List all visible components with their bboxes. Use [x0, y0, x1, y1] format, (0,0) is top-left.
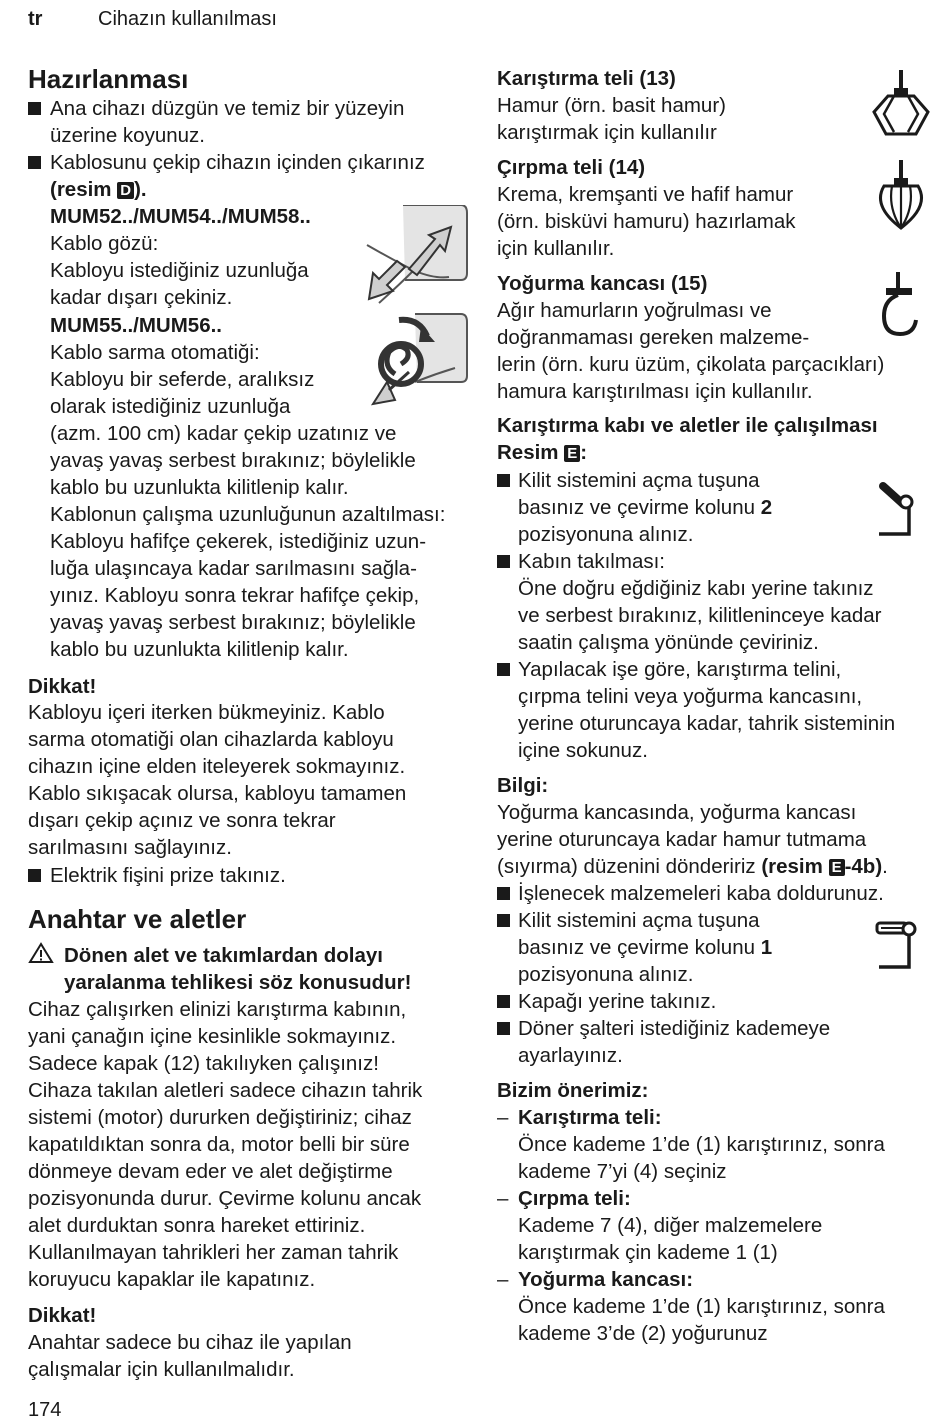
tool-14-title: Çırpma teli (14)	[497, 156, 646, 179]
model-group-2-line: (azm. 100 cm) kadar çekip uzatınız ve	[50, 422, 397, 445]
caution-title: Dikkat!	[28, 1304, 97, 1327]
figure-letter-box: D	[117, 182, 134, 199]
work-step-3-line: Yapılacak işe göre, karıştırma telini,	[518, 658, 842, 681]
prep-item-1-line-2: üzerine koyunuz.	[50, 124, 205, 147]
tool-15-line: hamura karıştırılması için kullanılır.	[497, 380, 813, 403]
model-group-2-line: yavaş yavaş serbest bırakınız; böylelikle	[50, 449, 416, 472]
recommendation-item-title: Karıştırma teli:	[518, 1106, 662, 1129]
warning-line: Dönen alet ve takımlardan dolayı	[64, 944, 383, 967]
work-step-3-line: yerine oturuncaya kadar, tahrik sisteminin	[518, 712, 896, 735]
work-step-2-line: saatin çalışma yönünde çeviriniz.	[518, 631, 819, 654]
caution-line: Kablo sıkışacak olursa, kabloyu tamamen	[28, 782, 407, 805]
bullet-square	[497, 663, 510, 676]
page-number: 174	[28, 1399, 62, 1421]
model-group-2-line: Kablonun çalışma uzunluğunun azaltılması:	[50, 503, 446, 526]
keys-paragraph-line: kapatıldıktan sonra da, motor belli bir süre	[28, 1133, 410, 1156]
caution-line: cihazın içine elden iteleyerek sokmayınız.	[28, 755, 406, 778]
keys-paragraph-line: pozisyonunda durur. Çevirme kolunu ancak	[28, 1187, 422, 1210]
recommendation-item-line: Önce kademe 1’de (1) karıştırınız, sonra	[518, 1133, 885, 1156]
model-group-2-line: yınız. Kabloyu sonra tekrar hafifçe çekip,	[50, 584, 420, 607]
tool-13-title: Karıştırma teli (13)	[497, 67, 676, 90]
model-group-2-line: olarak istediğiniz uzunluğa	[50, 395, 291, 418]
caution-line: dışarı çekip açınız ve sonra tekrar	[28, 809, 336, 832]
bullet-square	[28, 102, 41, 115]
figure-letter-box: E	[829, 859, 845, 876]
work-step-3-line: çırpma telini veya yoğurma kancasını,	[518, 685, 863, 708]
bullet-square	[497, 914, 510, 927]
model-group-1-line: kadar dışarı çekiniz.	[50, 286, 233, 309]
work-step-5-line: Kilit sistemini açma tuşuna	[518, 909, 760, 932]
caution-line: sarma otomatiği olan cihazlarda kabloyu	[28, 728, 394, 751]
model-group-2-line: kablo bu uzunlukta kilitlenip kalır.	[50, 476, 349, 499]
info-line: (sıyırma) düzenini döndeririz (resim E -4b).	[497, 855, 888, 878]
cable-eye-illustration	[365, 205, 469, 305]
prep-item-1-line-1: Ana cihazı düzgün ve temiz bir yüzeyin	[50, 97, 405, 120]
recommendation-item-line: Kademe 7 (4), diğer malzemelere	[518, 1214, 823, 1237]
model-group-2-line: yavaş yavaş serbest bırakınız; böylelikle	[50, 611, 416, 634]
work-heading: Karıştırma kabı ve aletler ile çalışılması	[497, 414, 878, 437]
tool-15-title: Yoğurma kancası (15)	[497, 272, 708, 295]
caution-line: sarılmasını sağlayınız.	[28, 836, 232, 859]
work-step-7-line: ayarlayınız.	[518, 1044, 623, 1067]
model-group-1-line: Kabloyu istediğiniz uzunluğa	[50, 259, 309, 282]
heading-preparation: Hazırlanması	[28, 64, 189, 94]
keys-paragraph-line: koruyucu kapaklar ile kapatınız.	[28, 1268, 316, 1291]
work-step-5-line: pozisyonuna alınız.	[518, 963, 694, 986]
dash-marker: –	[497, 1268, 509, 1291]
tool-14-line: için kullanılır.	[497, 237, 615, 260]
bullet-square	[497, 474, 510, 487]
keys-paragraph-line: sistemi (motor) dururken değiştiriniz; cihaz	[28, 1106, 412, 1129]
work-step-6: Kapağı yerine takınız.	[518, 990, 717, 1013]
work-step-4: İşlenecek malzemeleri kaba doldurunuz.	[518, 882, 884, 905]
caution-line: Kabloyu içeri iterken bükmeyiniz. Kablo	[28, 701, 385, 724]
warning-triangle-icon	[28, 942, 54, 964]
cable-rewind-illustration	[365, 312, 469, 412]
caution-line: çalışmalar için kullanılmalıdır.	[28, 1358, 295, 1381]
keys-paragraph-line: yani çanağın içine kesinlikle sokmayınız.	[28, 1025, 397, 1048]
work-step-1-line: pozisyonuna alınız.	[518, 523, 694, 546]
heading-keys-tools: Anahtar ve aletler	[28, 904, 247, 934]
lever-position-1-icon	[873, 915, 923, 973]
bullet-square	[497, 995, 510, 1008]
model-group-1-line: Kablo gözü:	[50, 232, 159, 255]
recommendation-item-title: Yoğurma kancası:	[518, 1268, 694, 1291]
bullet-square	[28, 869, 41, 882]
tool-13-line: karıştırmak için kullanılır	[497, 121, 717, 144]
section-header: Cihazın kullanılması	[98, 8, 277, 30]
mixing-whisk-icon	[866, 68, 936, 140]
info-line: Yoğurma kancasında, yoğurma kancası	[497, 801, 857, 824]
recommendation-item-line: Önce kademe 1’de (1) karıştırınız, sonra	[518, 1295, 885, 1318]
tool-15-line: lerin (örn. kuru üzüm, çikolata parçacıkları)	[497, 353, 885, 376]
dough-hook-icon	[876, 270, 926, 342]
work-step-7-line: Döner şalteri istediğiniz kademeye	[518, 1017, 831, 1040]
prep-item-3: Elektrik fişini prize takınız.	[50, 864, 286, 887]
recommendation-item-line: karıştırmak çin kademe 1 (1)	[518, 1241, 778, 1264]
bullet-square	[28, 156, 41, 169]
caution-title: Dikkat!	[28, 675, 97, 698]
work-step-1-line: basınız ve çevirme kolunu 2	[518, 496, 773, 519]
keys-paragraph-line: Sadece kapak (12) takılıyken çalışınız!	[28, 1052, 379, 1075]
figure-reference: Resim E :	[497, 441, 588, 464]
language-code: tr	[28, 8, 43, 30]
lever-position-2-icon	[873, 472, 923, 540]
recommendation-item-line: kademe 7’yi (4) seçiniz	[518, 1160, 727, 1183]
work-step-2-line: ve serbest bırakınız, kilitleninceye kadar	[518, 604, 882, 627]
tool-15-line: doğranmaması gereken malzeme-	[497, 326, 810, 349]
model-group-2-line: Kabloyu hafifçe çekerek, istediğiniz uzun-	[50, 530, 427, 553]
dash-marker: –	[497, 1187, 509, 1210]
work-step-1-line: Kilit sistemini açma tuşuna	[518, 469, 760, 492]
model-group-2-line: Kabloyu bir seferde, aralıksız	[50, 368, 315, 391]
tool-14-line: (örn. bisküvi hamuru) hazırlamak	[497, 210, 796, 233]
work-step-2-line: Kabın takılması:	[518, 550, 665, 573]
keys-paragraph-line: dönmeye devam eder ve alet değiştirme	[28, 1160, 393, 1183]
bullet-square	[497, 555, 510, 568]
figure-letter-box: E	[564, 445, 580, 462]
info-line: yerine oturuncaya kadar hamur tutmama	[497, 828, 867, 851]
work-step-5-line: basınız ve çevirme kolunu 1	[518, 936, 773, 959]
model-group-2-line: luğa ulaşıncaya kadar sarılmasını sağla-	[50, 557, 417, 580]
tool-15-line: Ağır hamurların yoğrulması ve	[497, 299, 772, 322]
model-group-1: MUM52../MUM54../MUM58..	[50, 205, 311, 228]
prep-item-2-line-1: Kablosunu çekip cihazın içinden çıkarınız	[50, 151, 425, 174]
keys-paragraph-line: Kullanılmayan tahrikleri her zaman tahrik	[28, 1241, 399, 1264]
tool-13-line: Hamur (örn. basit hamur)	[497, 94, 726, 117]
recommendation-item-line: kademe 3’de (2) yoğurunuz	[518, 1322, 768, 1345]
keys-paragraph-line: Cihaz çalışırken elinizi karıştırma kabının,	[28, 998, 407, 1021]
model-group-2-line: kablo bu uzunlukta kilitlenip kalır.	[50, 638, 349, 661]
keys-paragraph-line: Cihaza takılan aletleri sadece cihazın tahrik	[28, 1079, 423, 1102]
work-step-3-line: içine sokunuz.	[518, 739, 648, 762]
warning-line: yaralanma tehlikesi söz konusudur!	[64, 971, 412, 994]
figure-reference: (resim D ).	[50, 178, 147, 201]
whisk-icon	[866, 158, 936, 230]
model-group-2-line: Kablo sarma otomatiği:	[50, 341, 260, 364]
recommendation-item-title: Çırpma teli:	[518, 1187, 631, 1210]
work-step-2-line: Öne doğru eğdiğiniz kabı yerine takınız	[518, 577, 874, 600]
model-group-2: MUM55../MUM56..	[50, 314, 222, 337]
bullet-square	[497, 887, 510, 900]
keys-paragraph-line: alet durduktan sonra hareket ettiriniz.	[28, 1214, 366, 1237]
dash-marker: –	[497, 1106, 509, 1129]
recommendation-title: Bizim önerimiz:	[497, 1079, 649, 1102]
bullet-square	[497, 1022, 510, 1035]
info-title: Bilgi:	[497, 774, 549, 797]
caution-line: Anahtar sadece bu cihaz ile yapılan	[28, 1331, 352, 1354]
tool-14-line: Krema, kremşanti ve hafif hamur	[497, 183, 794, 206]
